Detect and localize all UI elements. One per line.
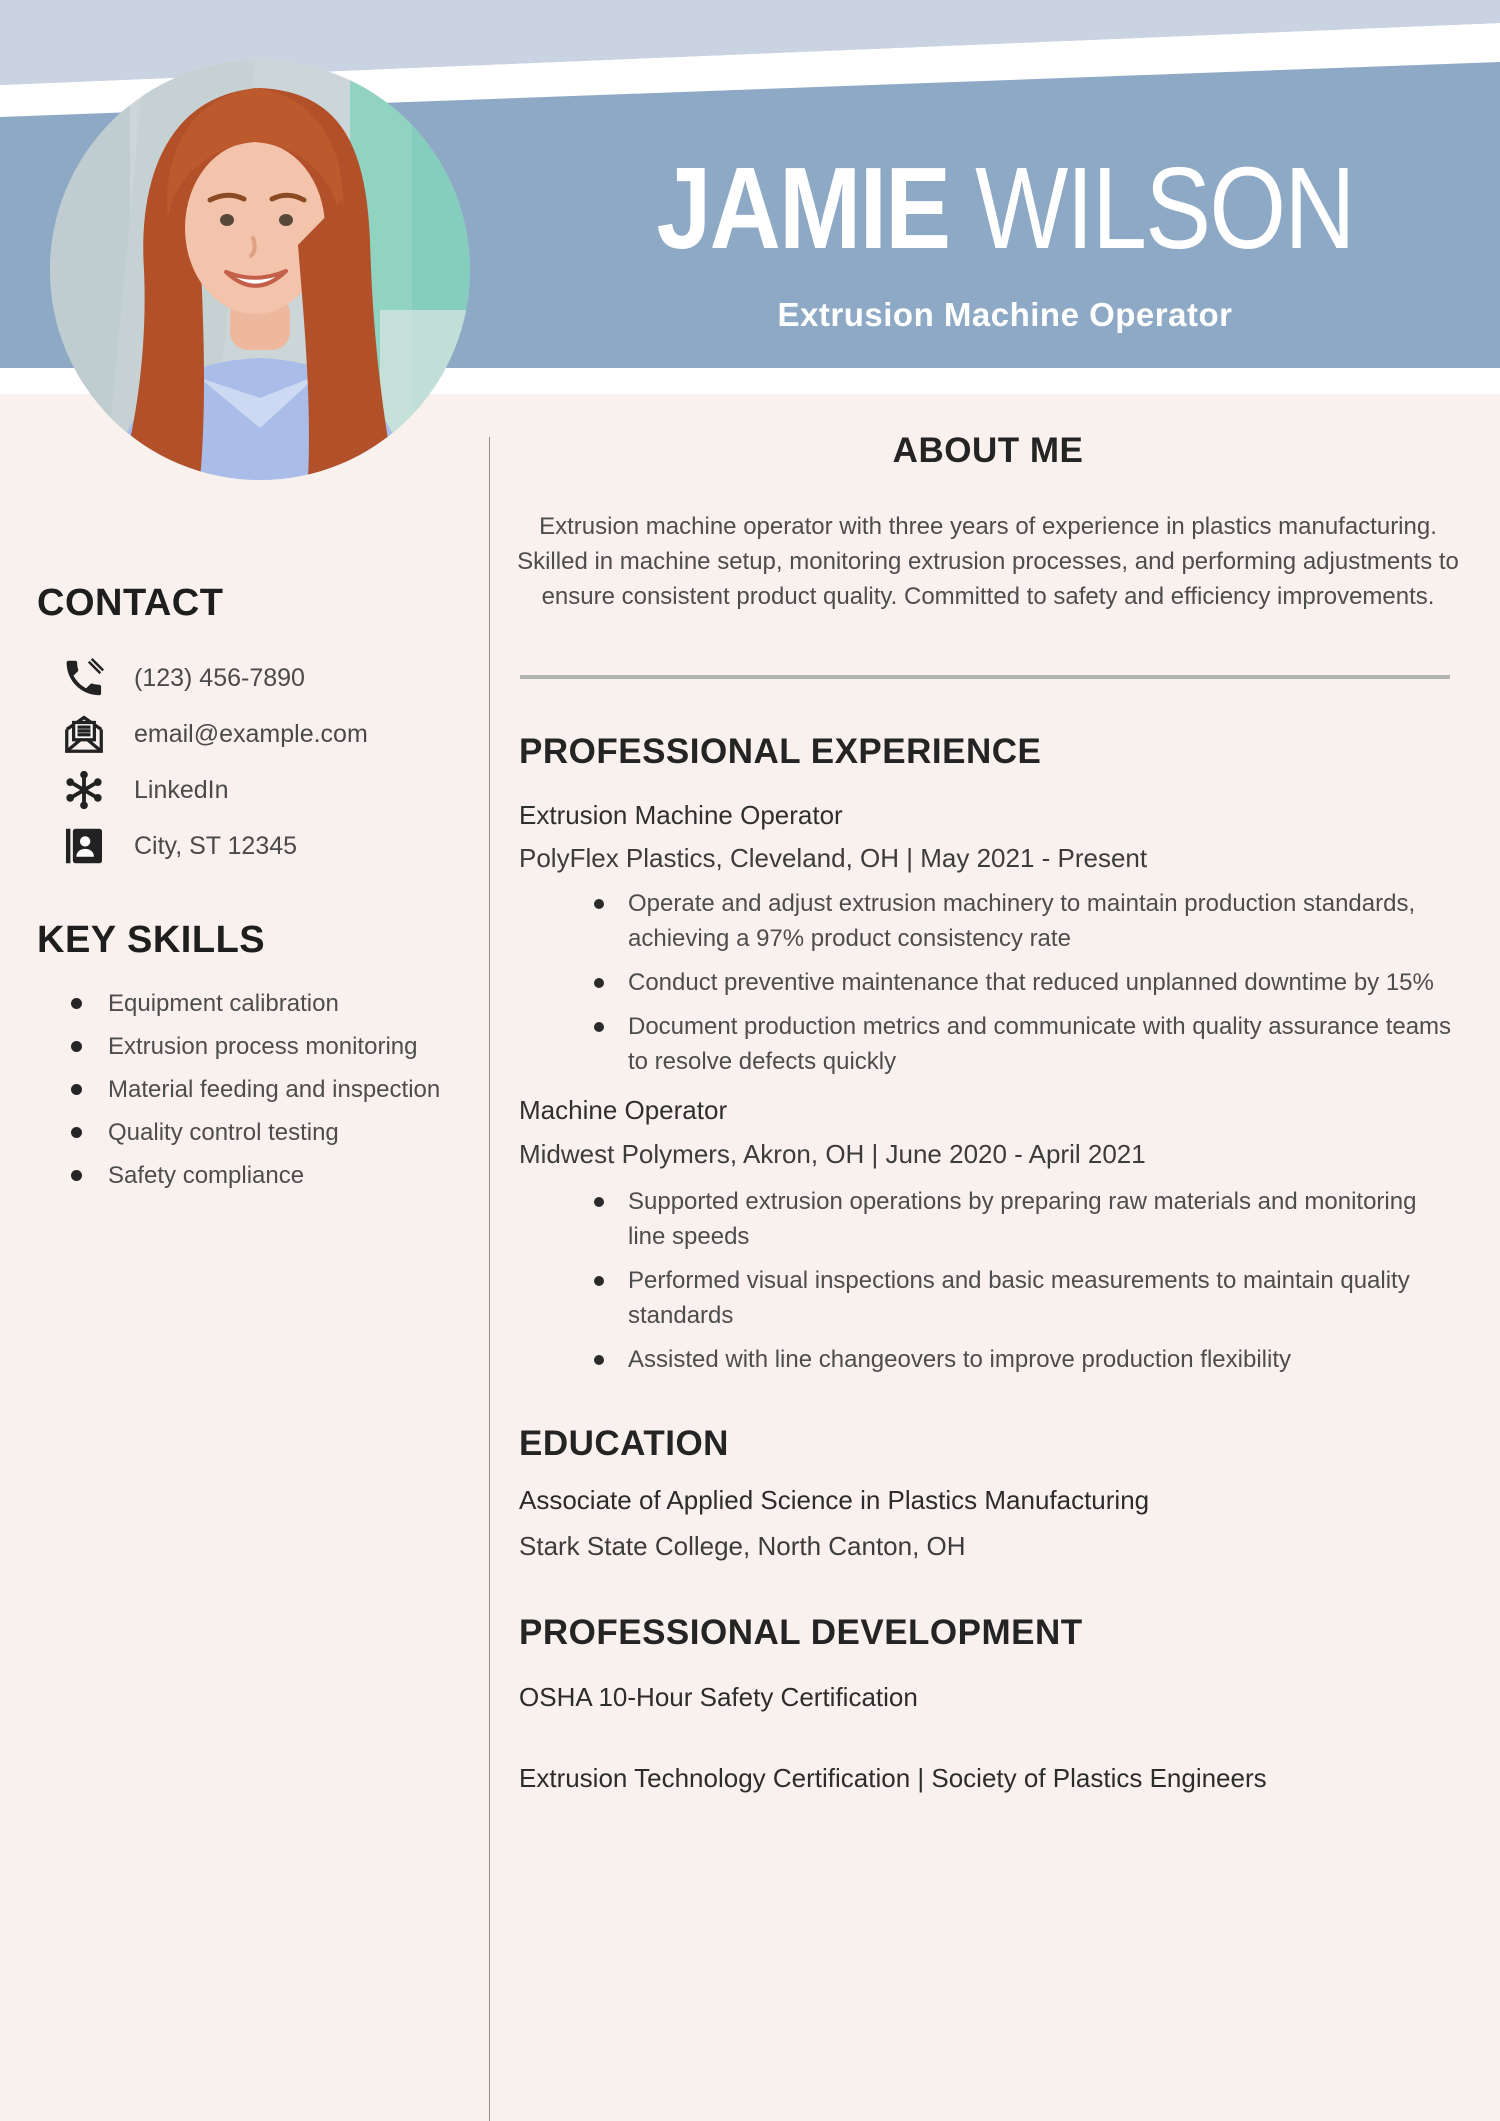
key-skills-heading: KEY SKILLS	[37, 919, 266, 961]
address-card-icon	[60, 823, 108, 869]
skill-item: Extrusion process monitoring	[62, 1025, 462, 1068]
experience-heading: PROFESSIONAL EXPERIENCE	[519, 732, 1042, 771]
job-title-subtitle: Extrusion Machine Operator	[777, 296, 1233, 333]
job-bullet: Supported extrusion operations by preparing raw materials and monitoring line speeds	[592, 1184, 1454, 1254]
candidate-name	[656, 143, 1354, 273]
job-title: Machine Operator	[519, 1095, 728, 1125]
profile-photo-illustration	[50, 60, 470, 480]
last-name: WILSON	[974, 143, 1354, 273]
job-bullets	[592, 886, 1454, 1088]
job-bullet: Conduct preventive maintenance that reduced unplanned downtime by 15%	[592, 965, 1454, 1000]
email-address: email@example.com	[134, 719, 368, 748]
job-bullet: Operate and adjust extrusion machinery to maintain production standards, achieving a 97% product consistency rate	[592, 886, 1454, 956]
about-me-text: Extrusion machine operator with three years of experience in plastics manufacturing. Skilled in machine setup, monitoring extrusion processes, and performing adjustments to ensure consistent product quality. Committed to safety and efficiency improvements.	[517, 513, 1459, 610]
job-bullet: Document production metrics and communicate with quality assurance teams to resolve defects quickly	[592, 1009, 1454, 1079]
first-name: JAMIE	[656, 143, 950, 273]
job-title: Extrusion Machine Operator	[519, 800, 843, 830]
education-heading: EDUCATION	[519, 1424, 729, 1463]
job-bullet: Performed visual inspections and basic measurements to maintain quality standards	[592, 1263, 1454, 1333]
job-meta: PolyFlex Plastics, Cleveland, OH | May 2021 - Present	[519, 843, 1148, 873]
contact-list	[60, 650, 460, 874]
contact-heading: CONTACT	[37, 582, 224, 624]
skill-item: Safety compliance	[62, 1154, 462, 1197]
education-school: Stark State College, North Canton, OH	[519, 1531, 966, 1561]
about-me-heading: ABOUT ME	[892, 431, 1084, 470]
development-item: OSHA 10-Hour Safety Certification	[519, 1682, 918, 1712]
skill-item: Quality control testing	[62, 1111, 462, 1154]
phone-number: (123) 456-7890	[134, 663, 305, 692]
job-bullet: Assisted with line changeovers to improve production flexibility	[592, 1342, 1454, 1377]
header-text	[505, 143, 1500, 333]
column-divider	[489, 437, 490, 2121]
phone-icon	[60, 655, 108, 701]
section-divider	[520, 675, 1450, 679]
profile-photo	[50, 60, 470, 480]
contact-row-linkedin	[60, 762, 460, 818]
job-bullets	[592, 1184, 1454, 1386]
contact-row-email	[60, 706, 460, 762]
linkedin-label: LinkedIn	[134, 775, 229, 804]
location-text: City, ST 12345	[134, 831, 298, 860]
email-icon	[60, 711, 108, 757]
skill-item: Material feeding and inspection	[62, 1068, 462, 1111]
contact-row-location	[60, 818, 460, 874]
key-skills-list	[62, 982, 462, 1197]
skill-item: Equipment calibration	[62, 982, 462, 1025]
network-icon	[60, 767, 108, 813]
development-heading: PROFESSIONAL DEVELOPMENT	[519, 1613, 1083, 1652]
contact-row-phone	[60, 650, 460, 706]
development-item: Extrusion Technology Certification | Society of Plastics Engineers	[519, 1763, 1267, 1793]
education-degree: Associate of Applied Science in Plastics Manufacturing	[519, 1485, 1150, 1515]
job-meta: Midwest Polymers, Akron, OH | June 2020 - April 2021	[519, 1139, 1146, 1169]
